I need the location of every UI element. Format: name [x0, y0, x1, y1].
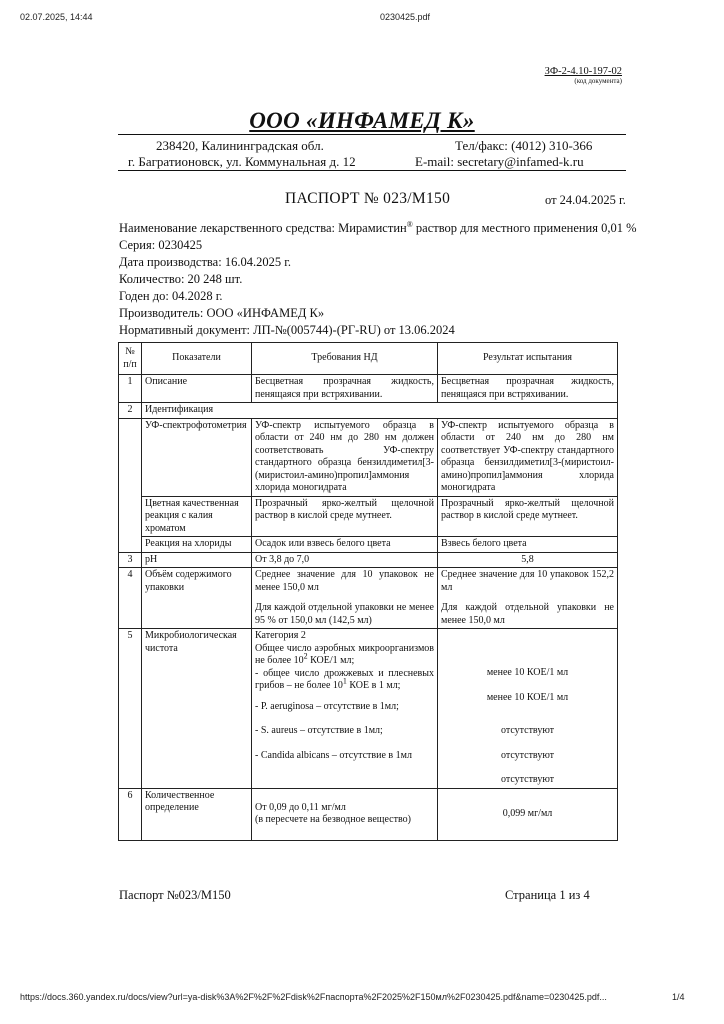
production-date: Дата производства: 16.04.2025 г. [119, 255, 292, 269]
series: Серия: 0230425 [119, 238, 203, 252]
row-num: 6 [119, 788, 142, 840]
result: УФ-спектр испытуемого образца в области от 240 нм до 280 нм соответствует УФ-спектру стандартного образца бензилдиметил[3-(миристоил-амино)пропил]аммония хлорида моногидрата [438, 418, 618, 496]
phone: Тел/факс: (4012) 310-366 [455, 138, 593, 153]
document-code-caption: (код документа) [574, 77, 622, 85]
result: Взвесь белого цвета [438, 537, 618, 553]
print-datetime: 02.07.2025, 14:44 [20, 12, 93, 22]
header-requirements: Требования НД [252, 343, 438, 375]
indicator-name: pH [142, 552, 252, 568]
document-code: ЗФ-2-4.10-197-02 [544, 66, 622, 77]
quantity: Количество: 20 248 шт. [119, 272, 243, 286]
requirement: От 0,09 до 0,11 мг/мл (в пересчете на безводное вещество) [252, 788, 438, 840]
indicator-name: Описание [142, 375, 252, 403]
result: Среднее значение для 10 упаковок 152,2 мл Для каждой отдельной упаковки не менее 150,0 мл [438, 568, 618, 629]
result: 0,099 мг/мл [438, 788, 618, 840]
company-name: ООО «ИНФАМЕД К» [249, 108, 475, 133]
requirement: Бесцветная прозрачная жидкость, пенящаяся при встряхивании. [252, 375, 438, 403]
result: Прозрачный ярко-желтый щелочной раствор в кислой среде мутнеет. [438, 496, 618, 537]
indicator-name: Цветная качественная реакция с калия хроматом [142, 496, 252, 537]
result: 5,8 [438, 552, 618, 568]
table-header-row [119, 343, 618, 375]
address-rule [118, 170, 626, 171]
table-row [119, 788, 618, 840]
indicator-name: Идентификация [142, 403, 618, 419]
header-rule [118, 134, 626, 135]
expiry-date: Годен до: 04.2028 г. [119, 289, 223, 303]
address-line-2: г. Багратионовск, ул. Коммунальная д. 12 [128, 154, 356, 169]
address-line-1: 238420, Калининградская обл. [156, 138, 324, 153]
test-results-table [118, 342, 618, 841]
requirement: УФ-спектр испытуемого образца в области от 240 нм до 280 нм должен соответствовать УФ-спектру стандартного образца бензилдиметил[3-(миристоил-амино)пропил]аммония хлорида моногидрата [252, 418, 438, 496]
print-filename: 0230425.pdf [380, 12, 431, 22]
result: менее 10 КОЕ/1 мл менее 10 КОЕ/1 мл отсутствуют отсутствуют отсутствуют [438, 629, 618, 789]
row-num: 4 [119, 568, 142, 629]
requirement: Категория 2 Общее число аэробных микроорганизмов не более $10^2$ КОЕ/1 мл; - общее число дрожжевых и плесневых грибов – не более $10^1$ КОЕ в 1 мл; - P. aeruginosa – отсутствие в 1мл; - S. aureus – отсутствие в 1мл; - Candida albicans – отсутствие в 1мл [252, 629, 438, 789]
indicator-name: Количественное определение [142, 788, 252, 840]
table-row [119, 403, 618, 419]
normative-document: Нормативный документ: ЛП-№(005744)-(РГ-RU) от 13.06.2024 [119, 323, 455, 337]
requirement: Среднее значение для 10 упаковок не менее 150,0 мл Для каждой отдельной упаковки не менее 95 % от 150,0 мл (142,5 мл) [252, 568, 438, 629]
table-row [119, 629, 618, 789]
row-num: 5 [119, 629, 142, 789]
passport-title: ПАСПОРТ № 023/М150 [285, 190, 451, 207]
row-num: 2 [119, 403, 142, 419]
indicator-name: Реакция на хлориды [142, 537, 252, 553]
header-indicator: Показатели [142, 343, 252, 375]
drug-name: Наименование лекарственного средства: Мирамистин® раствор для местного применения 0,01 % [119, 219, 637, 235]
table-row [119, 496, 618, 537]
manufacturer: Производитель: ООО «ИНФАМЕД К» [119, 306, 325, 320]
table-row [119, 568, 618, 629]
requirement: Прозрачный ярко-желтый щелочной раствор в кислой среде мутнеет. [252, 496, 438, 537]
header-result: Результат испытания [438, 343, 618, 375]
indicator-name: Микробиологическая чистота [142, 629, 252, 789]
table-row [119, 537, 618, 553]
document-code-block [545, 66, 622, 85]
footer-passport: Паспорт №023/М150 [119, 888, 231, 902]
product-info [119, 220, 637, 339]
table-row [119, 418, 618, 496]
header-num: № п/п [119, 343, 142, 375]
requirement: Осадок или взвесь белого цвета [252, 537, 438, 553]
requirement: От 3,8 до 7,0 [252, 552, 438, 568]
row-num-empty [119, 418, 142, 552]
table-row [119, 552, 618, 568]
print-url: https://docs.360.yandex.ru/docs/view?url=ya-disk%3A%2F%2F%2Fdisk%2Fпаспорта%2F2025%2F150мл%2F0230425.pdf&name=0230425.pdf... [20, 992, 607, 1002]
indicator-name: Объём содержимого упаковки [142, 568, 252, 629]
passport-date: от 24.04.2025 г. [545, 193, 626, 207]
print-page: 1/4 [672, 992, 685, 1002]
result: Бесцветная прозрачная жидкость, пенящаяся при встряхивании. [438, 375, 618, 403]
email: E-mail: secretary@infamed-k.ru [415, 154, 584, 169]
indicator-name: УФ-спектрофотометрия [142, 418, 252, 496]
row-num: 1 [119, 375, 142, 403]
row-num: 3 [119, 552, 142, 568]
table-row [119, 375, 618, 403]
footer-page-number: Страница 1 из 4 [505, 888, 590, 902]
